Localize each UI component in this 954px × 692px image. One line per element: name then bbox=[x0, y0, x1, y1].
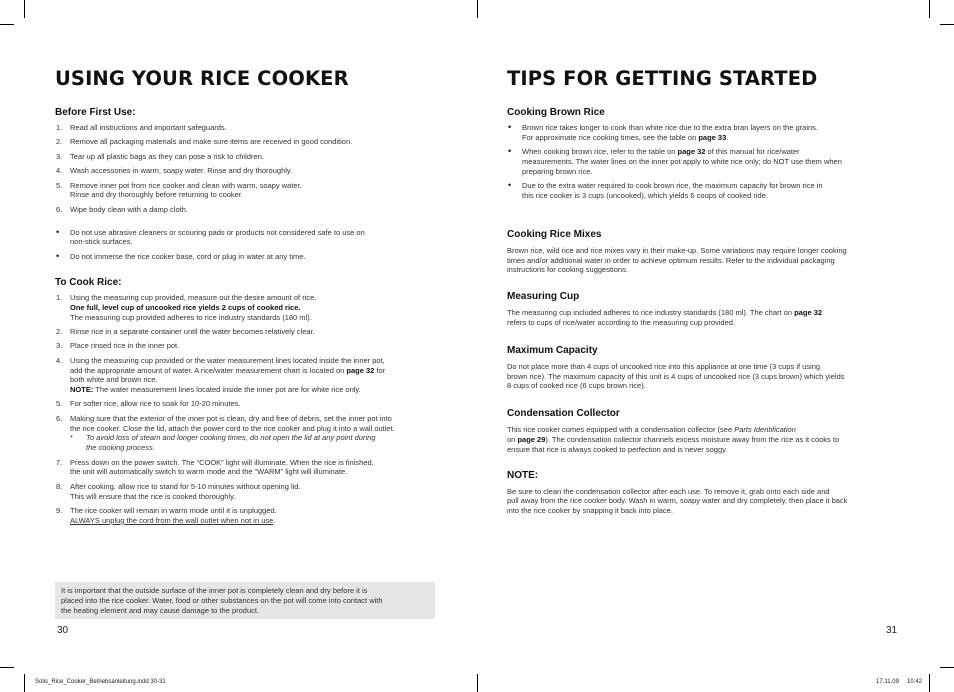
condensation-collector-text: This rice cooker comes equipped with a condensation collector (see Parts Identification on page 29). The condensation collector channels excess moisture away from the rice as it cooks to ensure that rice is always cooked to perfection and is never soggy. bbox=[507, 425, 840, 454]
list-item: 2. Rinse rice in a separate container until the water becomes relatively clear. bbox=[56, 326, 315, 336]
list-item: 7. Press down on the power switch. The “COOK” light will illuminate. When the rice is finished, the unit will automatically switch to warm mode and the “WARM” light will illuminate. bbox=[56, 457, 374, 477]
list-item: 1. Read all instructions and important safeguards. bbox=[56, 123, 227, 132]
crop-mark-bottom-right bbox=[929, 674, 930, 692]
cooking-tip-note: * To avoid loss of steam and longer cooking times, do not open the lid at any point during bbox=[70, 433, 376, 443]
crop-mark-right-bottom bbox=[940, 667, 954, 668]
section-heading-cooking-rice-mixes: Cooking Rice Mixes bbox=[507, 228, 602, 240]
list-item: 2. Remove all packaging materials and make sure items are received in good condition. bbox=[56, 137, 353, 147]
before-first-use-warnings bbox=[55, 228, 450, 262]
list-item: 1. Using the measuring cup provided, measure out the desire amount of rice. One full, level cup of uncooked rice yields 2 cups of cooked rice. The measuring cup provided adheres to rice industry standards (180 ml). bbox=[56, 292, 317, 322]
list-item: • Do not immerse the rice cooker base, cord or plug in water at any time. bbox=[56, 251, 306, 262]
crop-mark-left-top bbox=[0, 24, 14, 25]
brown-rice-tips bbox=[507, 123, 897, 201]
list-item: 6. Wipe body clean with a damp cloth. bbox=[56, 204, 188, 214]
list-item: 6. Making sure that the exterior of the inner pot is clean, dry and free of debris, set the inner pot into the rice cooker. Close the lid, attach the power cord to the rice cooker and plug it into a wall outlet. * To avoid loss of steam and longer cooking times, do not open the lid at any point during the cooking process. bbox=[55, 414, 450, 453]
list-item: • Do not use abrasive cleaners or scouring pads or products not considered safe to use on non-stick surfaces. bbox=[56, 226, 365, 247]
important-note-box: It is important that the outside surface of the inner pot is completely clean and dry before it is placed into the rice cooker. Water, food or other substances on the pot will come into contact with the heating element and may cause damage to the product. bbox=[55, 582, 435, 619]
to-cook-rice-steps bbox=[55, 293, 450, 526]
crop-mark-top-left bbox=[24, 0, 25, 18]
page-title: USING YOUR RICE COOKER bbox=[55, 67, 349, 90]
crop-mark-left-bottom bbox=[0, 667, 14, 668]
list-item: • Due to the extra water required to cook brown rice, the maximum capacity for brown rice in this rice cooker is 3 cups (uncooked), which yields 6 coups of cooked ride. bbox=[508, 180, 823, 200]
maximum-capacity-text: Do not place more than 4 cups of uncooked rice into this appliance at one time (3 cups if using brown rice). The maximum capacity of this unit is 4 cups of uncooked rice (3 cups brown) which yields 8 cups of cooked rice (6 cups brown rice). bbox=[507, 361, 845, 391]
crop-mark-right-top bbox=[940, 24, 954, 25]
before-first-use-steps bbox=[55, 123, 450, 215]
section-heading-cooking-brown-rice: Cooking Brown Rice bbox=[507, 107, 605, 118]
list-item: 3. Place rinsed rice in the inner pot. bbox=[56, 341, 180, 351]
list-item: 8. After cooking, allow rice to stand for 5-10 minutes without opening lid. This will ensure that the rice is cooked thoroughly. bbox=[56, 481, 301, 501]
footer-date: 17.11.09 bbox=[876, 679, 899, 685]
list-item: 9. The rice cooker will remain in warm mode until it is unplugged. ALWAYS unplug the cord from the wall outlet when not in use. bbox=[56, 506, 277, 525]
section-heading-to-cook-rice: To Cook Rice: bbox=[55, 276, 122, 288]
rice-mixes-text: Brown rice, wild rice and rice mixes vary in their make-up. Some variations may require longer cooking times and/or additional water in order to achieve optimum results. Refer to the individual packaging instructions for cooking suggestions. bbox=[507, 245, 847, 275]
list-item: • Brown rice takes longer to cook than white rice due to the extra bran layers on the grains. For approximate rice cooking times, see the table on page 33. bbox=[508, 122, 818, 142]
list-item: 3. Tear up all plastic bags as they can pose a risk to children. bbox=[56, 151, 264, 161]
page-title: TIPS FOR GETTING STARTED bbox=[507, 67, 818, 90]
crop-mark-top-right bbox=[929, 0, 930, 18]
footer-filename: Solis_Rice_Cooker_Betriebsanleitung.indd 30-31 bbox=[35, 679, 166, 685]
list-item: 4. Wash accessories in warm, soapy water. Rinse and dry thoroughly. bbox=[56, 166, 293, 176]
crop-mark-bottom-left bbox=[24, 674, 25, 692]
page-number-right: 31 bbox=[886, 625, 898, 636]
list-item: 5. For softer rice, allow rice to soak for 10-20 minutes. bbox=[56, 399, 241, 409]
note-text: Be sure to clean the condensation collector after each use. To remove it, grab onto each side and pull away from the rice cooker body. Wash in warm, soapy water and dry completely, then place it back into the rice cooker by snapping it back into place. bbox=[507, 486, 848, 516]
page-number-left: 30 bbox=[57, 625, 69, 636]
left-page bbox=[55, 66, 450, 526]
list-item: 5. Remove inner pot from rice cooker and clean with warm, soapy water. Rinse and dry thoroughly before returning to cooker. bbox=[56, 180, 302, 200]
footer-time: 10:42 bbox=[907, 679, 923, 685]
measuring-cup-text: The measuring cup included adheres to rice industry standards (180 ml). The chart on page 32 refers to cups of rice/water according to the measuring cup provided. bbox=[507, 308, 823, 327]
crop-mark-bottom-center bbox=[477, 674, 478, 692]
section-heading-note: NOTE: bbox=[507, 469, 539, 481]
section-heading-maximum-capacity: Maximum Capacity bbox=[507, 344, 598, 356]
right-page bbox=[507, 66, 897, 516]
crop-mark-top-center bbox=[477, 0, 478, 18]
section-heading-before-first-use: Before First Use: bbox=[55, 107, 136, 118]
list-item: 4. Using the measuring cup provided or the water measurement lines located inside the inner pot, add the appropriate amount of water. A rice/water measurement chart is located on page 32 for both white and brown rice. NOTE: The water measurement lines located inside the inner pot are for white rice only. bbox=[56, 355, 386, 395]
list-item: • When cooking brown rice, refer to the table on page 32 of this manual for rice/water measurements. The water lines on the inner pot apply to white rice only; do NOT use them when preparing brown rice. bbox=[508, 146, 842, 176]
section-heading-condensation-collector: Condensation Collector bbox=[507, 408, 620, 420]
section-heading-measuring-cup: Measuring Cup bbox=[507, 291, 580, 303]
